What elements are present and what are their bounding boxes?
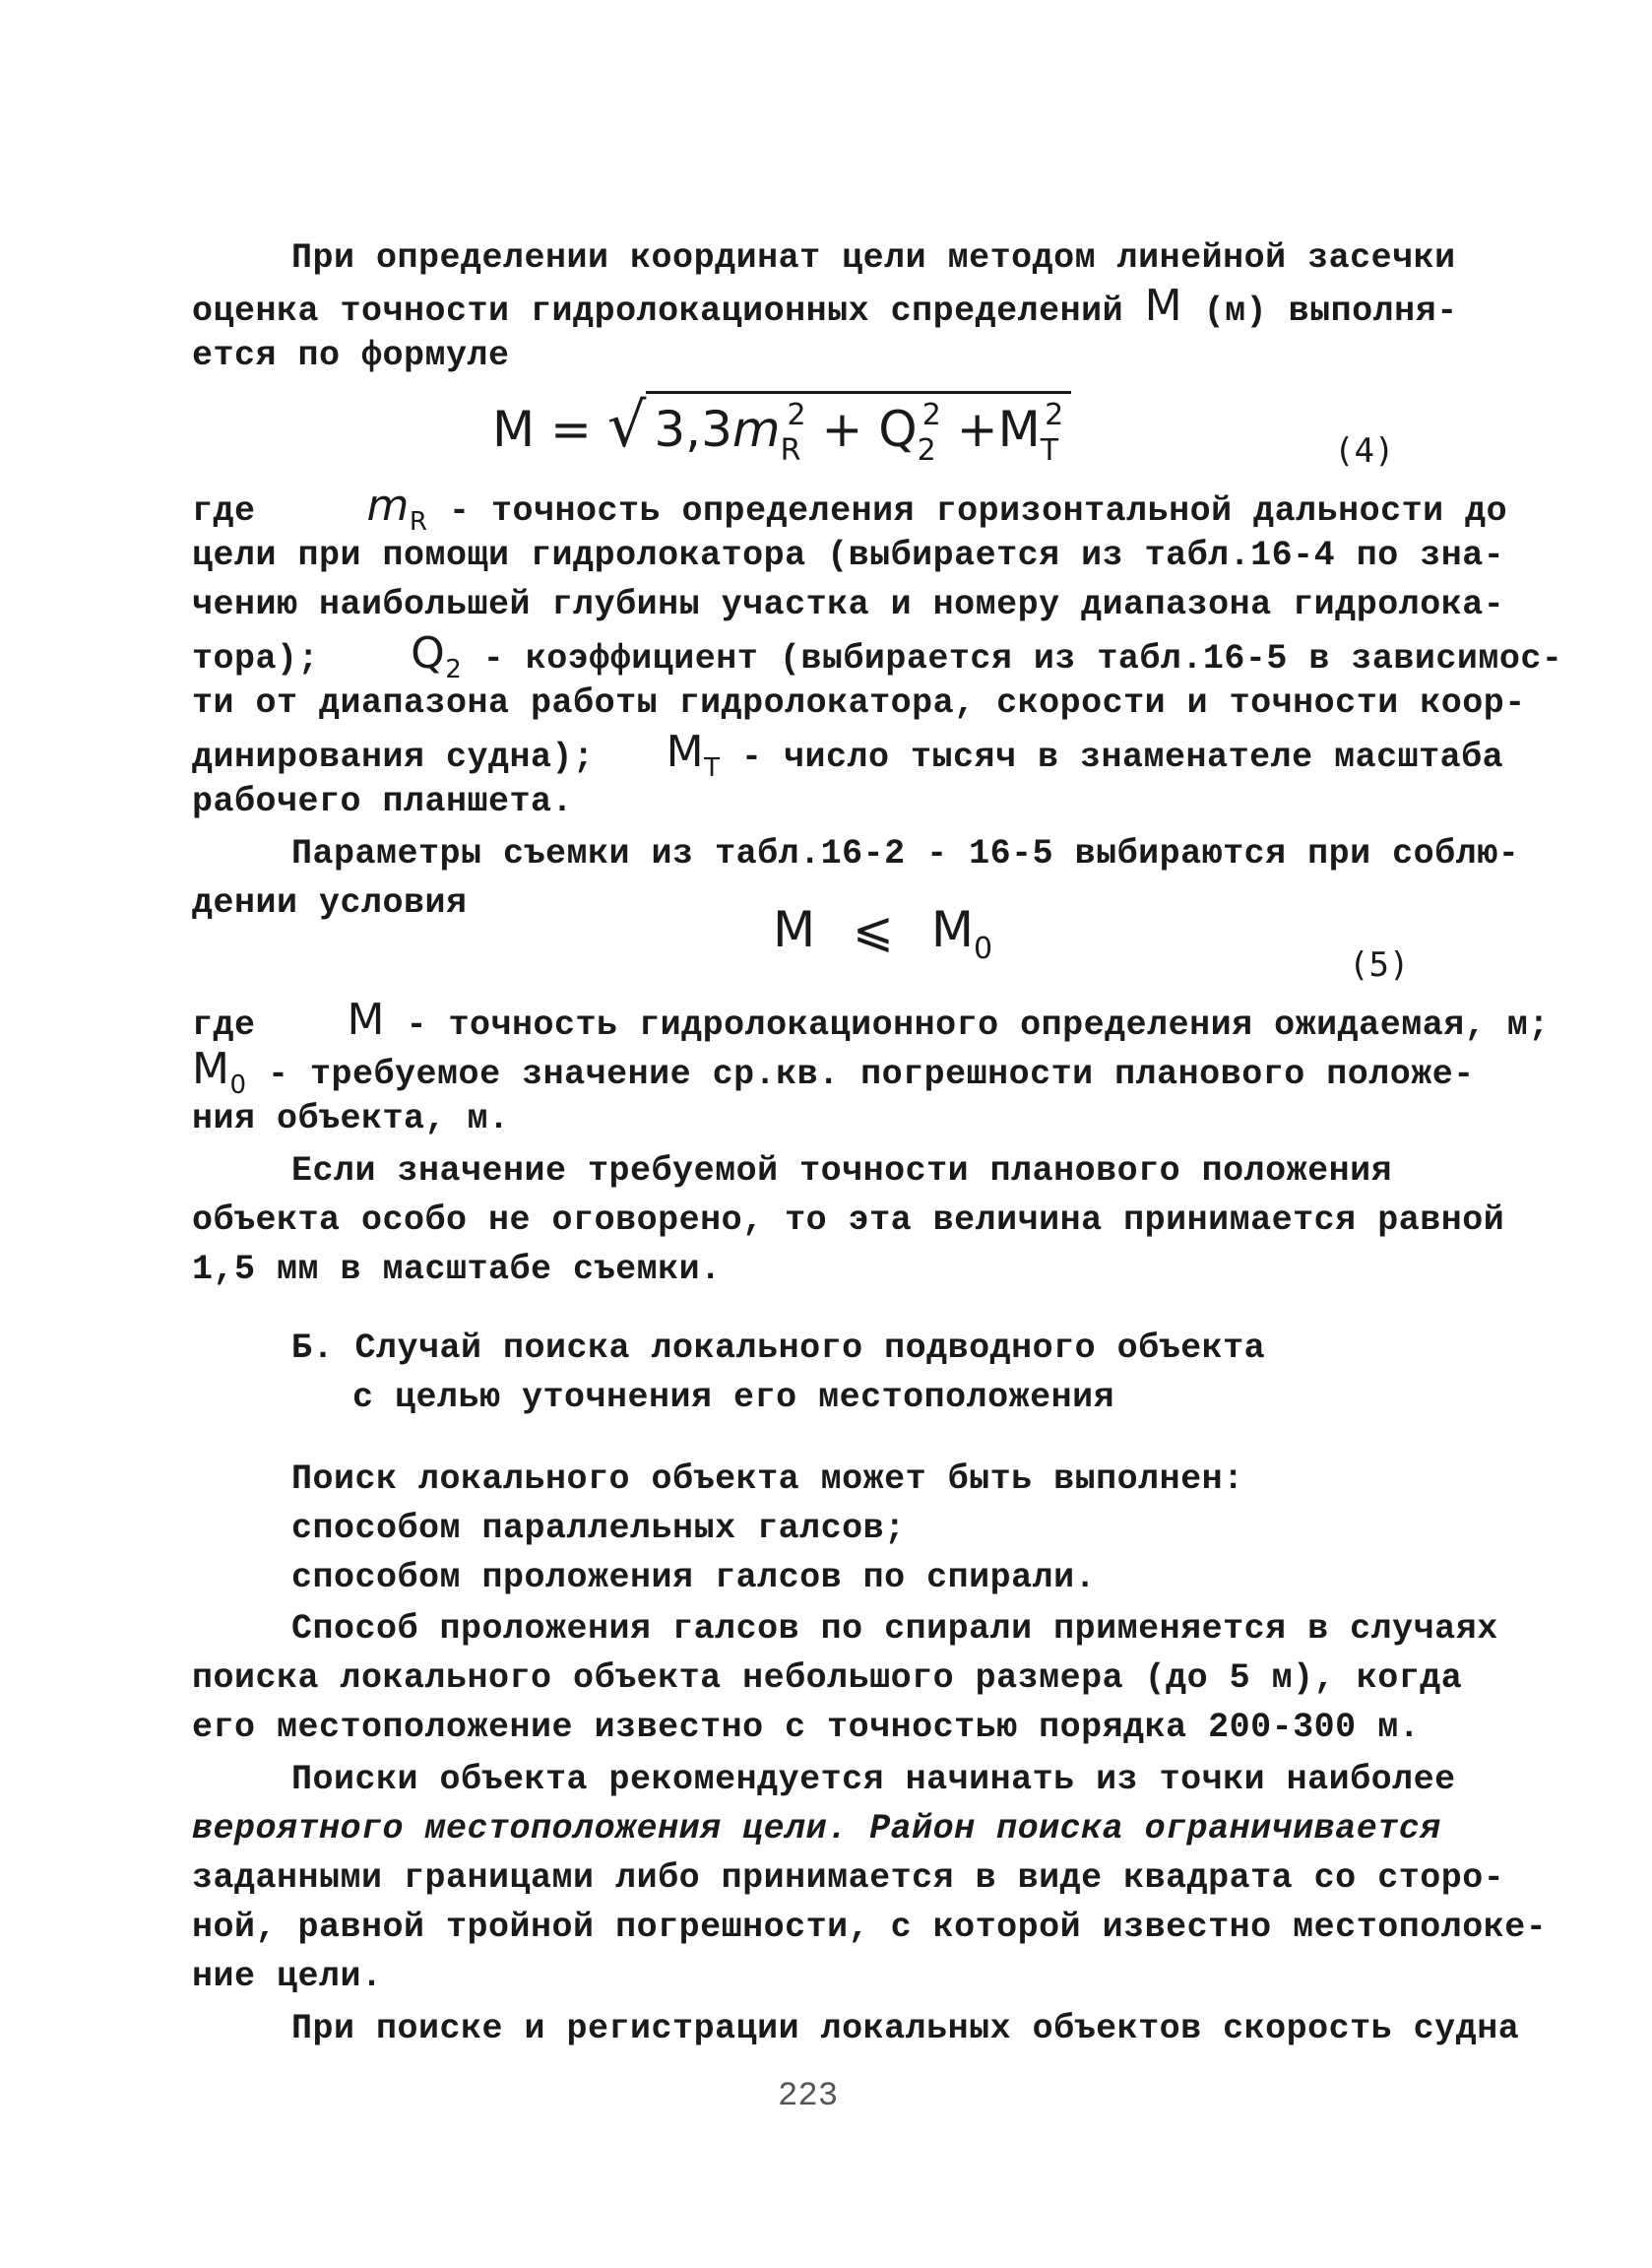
text-line: дении условия <box>192 883 468 923</box>
text-line: способом параллельных галсов; <box>291 1509 906 1548</box>
text-line: динирования судна); $M_T$ - число тысяч в знаменателе масштаба <box>192 727 1504 783</box>
math-symbol: M <box>666 727 705 777</box>
text-line: Поиски объекта рекомендуется начинать из точки наиболее <box>291 1760 1456 1799</box>
text-line: Поиск локального объекта может быть выполнен: <box>291 1459 1244 1499</box>
equation-number: (4) <box>1334 431 1395 471</box>
text-line: заданными границами либо принимается в виде квадрата со сторо- <box>192 1858 1505 1898</box>
page-number: 223 <box>778 2078 839 2115</box>
text-line: Параметры съемки из табл.16-2 - 16-5 выбираются при соблю- <box>291 834 1520 874</box>
sqrt-sign: √ <box>606 389 647 461</box>
equation-number: (5) <box>1349 945 1410 985</box>
text-line: рабочего планшета. <box>192 782 574 821</box>
text-line: его местоположение известно с точностью порядка 200-300 м. <box>192 1708 1421 1747</box>
sqrt-radicand: $3,3m_R^2 + Q_2^2 +M_T^2$ <box>646 391 1071 468</box>
text-line: При поиске и регистрации локальных объектов скорость судна <box>291 2009 1520 2048</box>
text-line: поиска локального объекта небольшого размера (до 5 м), когда <box>192 1658 1463 1698</box>
text-line: Если значение требуемой точности планового положения <box>291 1151 1393 1191</box>
math-symbol: M <box>192 1044 230 1094</box>
text-line: цели при помощи гидролокатора (выбирается из табл.16-4 по зна- <box>192 536 1505 575</box>
text-line: ной, равной тройной погрешности, с которой известно местополоке- <box>192 1908 1548 1947</box>
text-line: где M - точность гидролокационного определения ожидаемая, м; <box>192 995 1550 1045</box>
text-line: где $m_R$ - точность определения горизонтальной дальности до <box>192 481 1508 537</box>
math-symbol: Q <box>411 628 446 679</box>
text-line: При определении координат цели методом линейной засечки <box>291 238 1456 278</box>
text-line: Способ проложения галсов по спирали применяется в случаях <box>291 1609 1498 1649</box>
text-line: способом проложения галсов по спирали. <box>291 1558 1097 1597</box>
text-line: объекта особо не оговорено, то эта величина принимается равной <box>192 1200 1505 1240</box>
formula-5: M ⩽ $M_0$ <box>773 901 993 966</box>
text-line: ния объекта, м. <box>192 1099 510 1138</box>
text-line: ти от диапазона работы гидролокатора, скорости и точности коор- <box>192 683 1526 723</box>
text-line: оценка точности гидролокационных спределений М (м) выполня- <box>192 281 1458 331</box>
section-heading: Б. Случай поиска локального подводного объекта <box>291 1328 1266 1368</box>
section-heading: с целью уточнения его местоположения <box>352 1378 1115 1417</box>
text-line: чению наибольшей глубины участка и номеру диапазона гидролока- <box>192 585 1505 624</box>
formula-4: M = √ $3,3m_R^2 + Q_2^2 +M_T^2$ <box>492 389 1071 468</box>
math-symbol: m <box>366 481 410 531</box>
math-symbol: M <box>347 995 386 1045</box>
text-line: ется по формуле <box>192 336 510 375</box>
text-line: ние цели. <box>192 1957 383 1996</box>
text-line: 1,5 мм в масштабе съемки. <box>192 1250 722 1289</box>
math-symbol: М <box>1144 281 1183 331</box>
text-line: тора); $Q_2$ - коэффициент (выбирается из табл.16-5 в зависимос- <box>192 628 1563 684</box>
text-line: вероятного местоположения цели. Район поиска ограничивается <box>192 1809 1441 1848</box>
text-line: $M_0$ - требуемое значение ср.кв. погрешности планового положе- <box>192 1044 1475 1100</box>
